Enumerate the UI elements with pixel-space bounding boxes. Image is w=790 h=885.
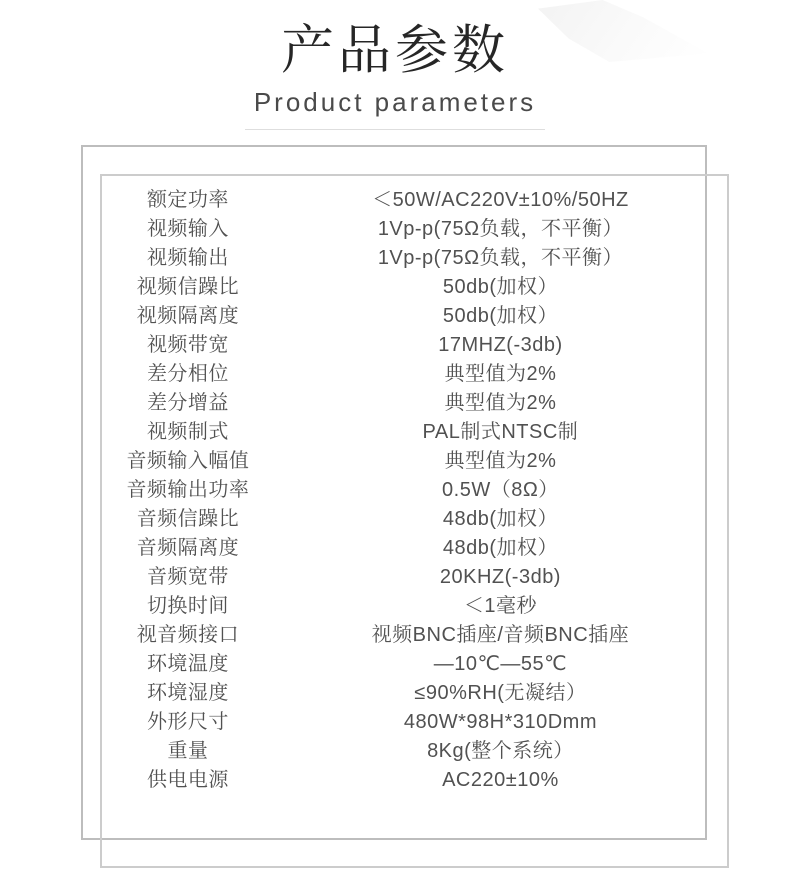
spec-value: PAL制式NTSC制 [422, 421, 579, 443]
spec-row [102, 389, 727, 418]
spec-value: —10℃—55℃ [433, 653, 568, 675]
spec-table [102, 186, 727, 795]
spec-row [102, 360, 727, 389]
spec-label: 额定功率 [146, 189, 229, 211]
spec-row [102, 244, 727, 273]
spec-label: 音频信躁比 [136, 508, 240, 530]
page-title: 产品参数 [281, 21, 509, 80]
spec-label: 视频带宽 [146, 334, 229, 356]
subtitle-divider [245, 129, 545, 130]
spec-label: 视频输出 [146, 247, 229, 269]
spec-row [102, 505, 727, 534]
spec-label: 外形尺寸 [146, 711, 229, 733]
spec-value: 48db(加权） [442, 537, 559, 559]
spec-label: 差分增益 [146, 392, 229, 414]
spec-value: 17MHZ(-3db) [438, 334, 563, 356]
spec-value: AC220±10% [442, 769, 559, 791]
spec-row [102, 621, 727, 650]
spec-row [102, 592, 727, 621]
page-subtitle: Product parameters [253, 87, 537, 118]
spec-label: 视频制式 [146, 421, 229, 443]
spec-label: 音频输入幅值 [126, 450, 250, 472]
spec-label: 视频输入 [146, 218, 229, 240]
spec-label: 环境温度 [146, 653, 229, 675]
spec-label: 视频隔离度 [136, 305, 240, 327]
spec-label: 音频输出功率 [126, 479, 250, 501]
spec-value: ≤90%RH(无凝结） [414, 682, 587, 704]
spec-value: 50db(加权） [442, 305, 559, 327]
spec-value: 20KHZ(-3db) [439, 566, 561, 588]
spec-row [102, 215, 727, 244]
spec-row [102, 563, 727, 592]
spec-row [102, 302, 727, 331]
spec-row [102, 273, 727, 302]
spec-row [102, 708, 727, 737]
spec-row [102, 447, 727, 476]
spec-row [102, 766, 727, 795]
spec-row [102, 737, 727, 766]
spec-label: 重量 [167, 740, 209, 762]
spec-value: 典型值为2% [444, 450, 557, 472]
spec-row [102, 534, 727, 563]
spec-label: 视频信躁比 [136, 276, 240, 298]
spec-row [102, 186, 727, 215]
inner-frame [100, 174, 729, 868]
spec-value: ＜50W/AC220V±10%/50HZ [372, 189, 629, 211]
spec-value: 视频BNC插座/音频BNC插座 [371, 624, 630, 646]
spec-value: 典型值为2% [444, 363, 557, 385]
spec-value: 8Kg(整个系统） [427, 740, 574, 762]
spec-value: 1Vp-p(75Ω负载，不平衡） [377, 218, 624, 240]
spec-label: 切换时间 [146, 595, 229, 617]
spec-label: 环境湿度 [146, 682, 229, 704]
spec-row [102, 476, 727, 505]
spec-value: 50db(加权） [442, 276, 559, 298]
spec-label: 音频隔离度 [136, 537, 240, 559]
spec-value: 1Vp-p(75Ω负载，不平衡） [377, 247, 624, 269]
spec-value: 480W*98H*310Dmm [403, 711, 597, 733]
spec-label: 视音频接口 [136, 624, 240, 646]
spec-value: 典型值为2% [444, 392, 557, 414]
spec-label: 供电电源 [146, 769, 229, 791]
spec-value: ＜1毫秒 [463, 595, 537, 617]
spec-value: 48db(加权） [442, 508, 559, 530]
section-header [0, 0, 790, 130]
spec-row [102, 331, 727, 360]
spec-label: 差分相位 [146, 363, 229, 385]
spec-row [102, 650, 727, 679]
spec-label: 音频宽带 [146, 566, 229, 588]
spec-row [102, 418, 727, 447]
spec-row [102, 679, 727, 708]
spec-value: 0.5W（8Ω） [442, 479, 559, 501]
